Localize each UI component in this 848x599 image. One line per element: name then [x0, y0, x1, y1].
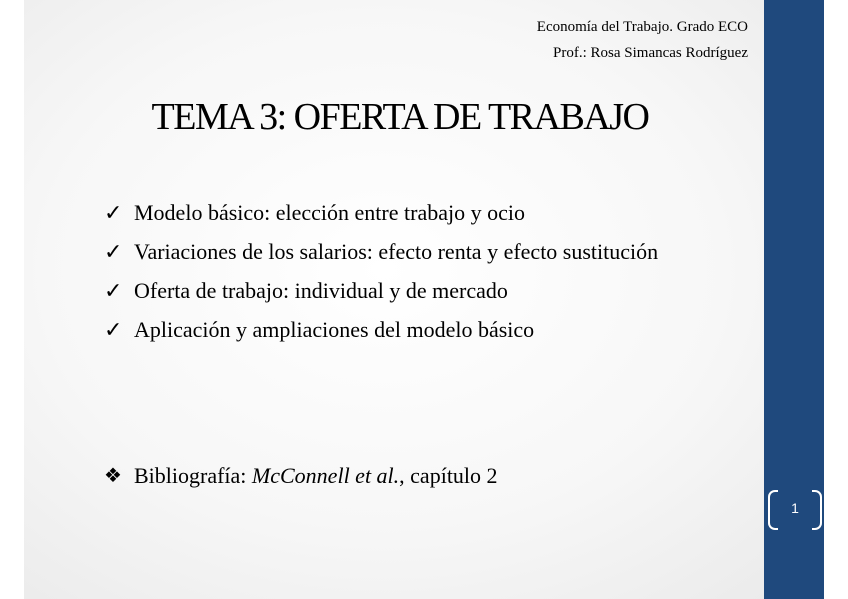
professor-name: Prof.: Rosa Simancas Rodríguez — [553, 45, 748, 61]
slide-header — [537, 14, 748, 66]
slide-title: TEMA 3: OFERTA DE TRABAJO — [151, 96, 649, 138]
list-item — [104, 198, 664, 228]
checkmark-icon: ✓ — [104, 239, 123, 264]
checkmark-icon: ✓ — [104, 317, 123, 342]
page-number: 1 — [791, 500, 799, 516]
bibliography-text — [134, 461, 498, 491]
list-item — [104, 315, 664, 345]
checkmark-icon: ✓ — [104, 278, 123, 303]
right-bracket-icon — [812, 490, 822, 530]
bibliography — [104, 461, 664, 491]
bullet-list — [104, 198, 664, 354]
course-name: Economía del Trabajo. Grado ECO — [536, 19, 748, 35]
bullet-text: Modelo básico: elección entre trabajo y ocio — [134, 200, 525, 225]
list-item — [104, 276, 664, 306]
bibliography-authors: McConnell et al. — [251, 463, 400, 488]
checkmark-icon: ✓ — [104, 200, 123, 225]
bullet-text: Oferta de trabajo: individual y de mercado — [134, 278, 508, 303]
bullet-text: Variaciones de los salarios: efecto renta y efecto sustitución — [134, 239, 659, 264]
page-number-badge — [768, 490, 822, 528]
list-item — [104, 237, 664, 267]
bibliography-prefix: Bibliografía: — [134, 463, 252, 488]
bullet-text: Aplicación y ampliaciones del modelo básico — [134, 317, 535, 342]
diamond-bullet-icon: ❖ — [104, 465, 122, 487]
bibliography-suffix: , capítulo 2 — [399, 463, 498, 488]
